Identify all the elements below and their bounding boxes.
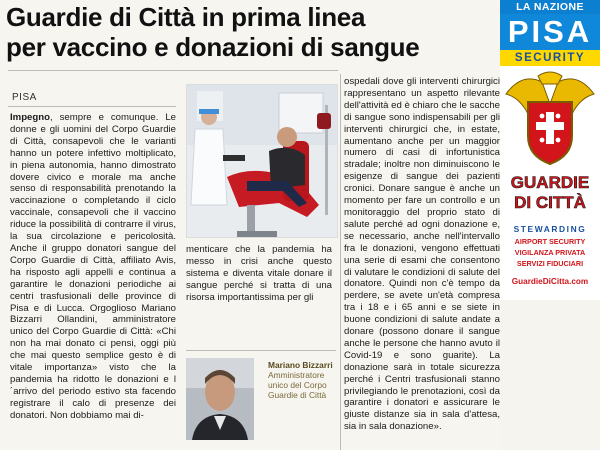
sponsor-banner — [500, 0, 600, 300]
service-airport-security: AIRPORT SECURITY — [514, 237, 586, 246]
lead-word: Impegno — [10, 112, 50, 123]
portrait-rule — [186, 350, 336, 351]
portrait-caption — [268, 360, 338, 400]
mariano-bizzarri-portrait — [186, 358, 254, 440]
top-rule — [8, 70, 338, 71]
badge-title-line-1: GUARDIE — [510, 173, 590, 192]
caption-role: Amministratore unico del Corpo Guardie di Città — [268, 370, 327, 400]
article-column-3 — [344, 76, 500, 450]
guardie-di-citta-badge — [502, 68, 598, 292]
banner-newspaper-name: LA NAZIONE — [500, 0, 600, 14]
column-2-text: menticare che la pandemia ha messo in crisi anche questo sistema e diventa vitale donare il sangue perché si tratta di una risorsa importantissima per gli — [186, 244, 332, 303]
column-divider — [340, 74, 341, 450]
service-servizi-fiduciari: SERVIZI FIDUCIARI — [516, 259, 584, 268]
banner-security: SECURITY — [500, 50, 600, 66]
service-vigilanza-privata: VIGILANZA PRIVATA — [514, 248, 586, 257]
column-3-text: ospedali dove gli interventi chirurgici rappresentano un aspetto rilevante dell'attività ed è chiaro che le sacche di sangue sono indispensabili per gli interventi chirurgici che, in estate, aumentano anche per un maggior numero di casi di infortunistica stradale; inoltre non diminuiscono le esigenze di sangue dei pazienti cronici. Donare sangue è anche un momento per fare un controllo e un monitoraggio del proprio stato di salute perché ad ogni donazione e, se necessario, anche nell'intervallo fra le donazioni, vengono effettuati una serie di esami che consentono di valutare le condizioni di salute del donatore. Quindi non c'è tempo da perdere, se avete un'età compresa tra i 18 e i 65 anni e se siete in buone condizioni di salute andate a donare (possono donare il sangue anche le persone che hanno avuto il Covid-19 e sono guarite). La donazione sarà in totale sicurezza perché i Centri trasfusionali stanno privilegiando le prenotazioni, così da garantire i donatori e assicurare le giuste distanze sia in sala d'attesa, sia in sala donazione». — [344, 76, 500, 433]
article-column-2 — [186, 244, 332, 324]
section-label: PISA — [12, 92, 37, 103]
badge-title-line-2: DI CITTÀ — [514, 193, 586, 212]
blood-donation-photo — [186, 84, 338, 238]
section-rule — [8, 106, 176, 107]
website-link[interactable]: GuardieDiCitta.com — [511, 277, 589, 286]
page-background-right — [500, 300, 600, 450]
headline-line-1: Guardie di Città in prima linea — [6, 2, 366, 32]
headline-line-2: per vaccino e donazioni di sangue — [6, 32, 420, 62]
column-1-text: , sempre e comunque. Le donne e gli uomini del Corpo Guardie di Città, consapevoli che le varianti hanno un potere infettivo moltiplicato, in piena autonomia, hanno dimostrato dovere civico e morale ma anche senso di responsabilità prenotando la vaccinazione o completando il ciclo vaccinale, consapevoli che il vaccino riduce la possibilità di contrarre il virus, la sua circolazione e pericolosità. Anche il gruppo donatori sangue del Corpo Guardie di Città, affiliato Avis, ha risposto agli appelli e continua a garantire le donazioni periodiche ai centri trasfusionali delle province di Pisa e di Lucca. Orgoglioso Mariano Bizzarri Ollandini, amministratore unico del Corpo Guardie di Città: «Chi non ha mai donato ci pensi, oggi più che mai questo semplice gesto è di vitale importanza» visto che la pandemia ha ridotto le donazioni e l´arrivo del periodo estivo sta facendo registrare il calo di presenze dei donatori. Non dobbiamo mai di- — [10, 112, 176, 421]
banner-city: PISA — [500, 14, 600, 50]
caption-name: Mariano Bizzarri — [268, 360, 333, 370]
article-column-1 — [10, 112, 176, 450]
headline — [6, 2, 502, 62]
stewarding-label: STEWARDING — [513, 224, 587, 234]
